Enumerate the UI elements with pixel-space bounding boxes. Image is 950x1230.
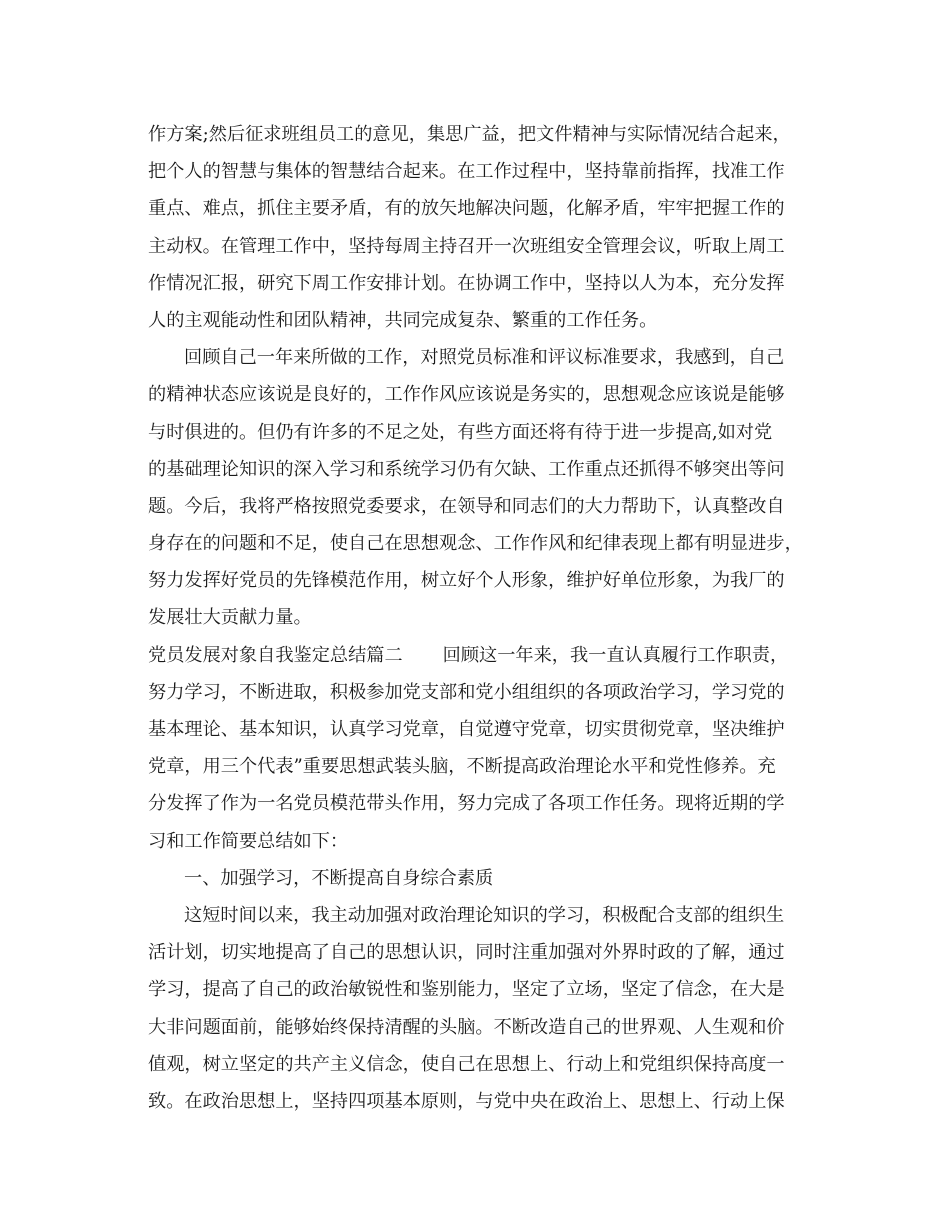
paragraph-start-line: 回顾自己一年来所做的工作，对照党员标准和评议标准要求，我感到，自己 xyxy=(184,347,785,369)
text-line: 分发挥了作为一名党员模范带头作用，努力完成了各项工作任务。现将近期的学 xyxy=(148,793,785,815)
text-line: 重点、难点，抓住主要矛盾，有的放矢地解决问题，化解矛盾，牢牢把握工作的 xyxy=(148,198,785,220)
text-line: 的基础理论知识的深入学习和系统学习仍有欠缺、工作重点还抓得不够突出等问 xyxy=(148,458,785,480)
text-line: 努力学习，不断进取，积极参加党支部和党小组组织的各项政治学习，学习党的 xyxy=(148,681,785,703)
text-line: 致。在政治思想上，坚持四项基本原则，与党中央在政治上、思想上、行动上保 xyxy=(148,1090,785,1112)
section-title: 党员发展对象自我鉴定总结篇二 xyxy=(148,644,403,666)
text-line: 发展壮大贡献力量。 xyxy=(148,607,312,629)
text-line: 人的主观能动性和团队精神，共同完成复杂、繁重的工作任务。 xyxy=(148,309,658,331)
text-line: 与时俱进的。但仍有许多的不足之处，有些方面还将有待于进一步提高,如对党 xyxy=(148,421,773,443)
text-line: 作情况汇报，研究下周工作安排计划。在协调工作中，坚持以人为本，充分发挥 xyxy=(148,272,785,294)
text-line: 主动权。在管理工作中，坚持每周主持召开一次班组安全管理会议，听取上周工 xyxy=(148,235,785,257)
section-first-text: 回顾这一年来，我一直认真履行工作职责， xyxy=(442,644,789,666)
subheading-line: 一、加强学习，不断提高自身综合素质 xyxy=(184,867,494,889)
document-body xyxy=(148,116,818,1120)
text-line: 把个人的智慧与集体的智慧结合起来。在工作过程中，坚持靠前指挥，找准工作 xyxy=(148,161,785,183)
text-line: 作方案;然后征求班组员工的意见，集思广益，把文件精神与实际情况结合起来， xyxy=(148,124,791,145)
text-line: 的精神状态应该说是良好的，工作作风应该说是务实的，思想观念应该说是能够 xyxy=(148,384,785,406)
text-line: 大非问题面前，能够始终保持清醒的头脑。不断改造自己的世界观、人生观和价 xyxy=(148,1016,785,1038)
text-line: 党章，用三个代表”重要思想武装头脑，不断提高政治理论水平和党性修养。充 xyxy=(148,756,776,778)
text-line: 值观，树立坚定的共产主义信念，使自己在思想上、行动上和党组织保持高度一 xyxy=(148,1053,785,1075)
text-line: 身存在的问题和不足，使自己在思想观念、工作作风和纪律表现上都有明显进步， xyxy=(148,533,803,555)
text-line: 活计划，切实地提高了自己的思想认识，同时注重加强对外界时政的了解，通过 xyxy=(148,942,785,964)
text-line: 题。今后，我将严格按照党委要求，在领导和同志们的大力帮助下，认真整改自 xyxy=(148,495,785,517)
text-line: 努力发挥好党员的先锋模范作用，树立好个人形象，维护好单位形象，为我厂的 xyxy=(148,570,785,592)
section-heading-line xyxy=(148,637,818,674)
text-line: 学习，提高了自己的政治敏锐性和鉴别能力，坚定了立场，坚定了信念，在大是 xyxy=(148,979,785,1001)
paragraph-start-line: 这短时间以来，我主动加强对政治理论知识的学习，积极配合支部的组织生 xyxy=(184,904,785,926)
text-line: 基本理论、基本知识，认真学习党章，自觉遵守党章，切实贯彻党章，坚决维护 xyxy=(148,719,785,740)
text-line: 习和工作简要总结如下： xyxy=(148,830,349,852)
